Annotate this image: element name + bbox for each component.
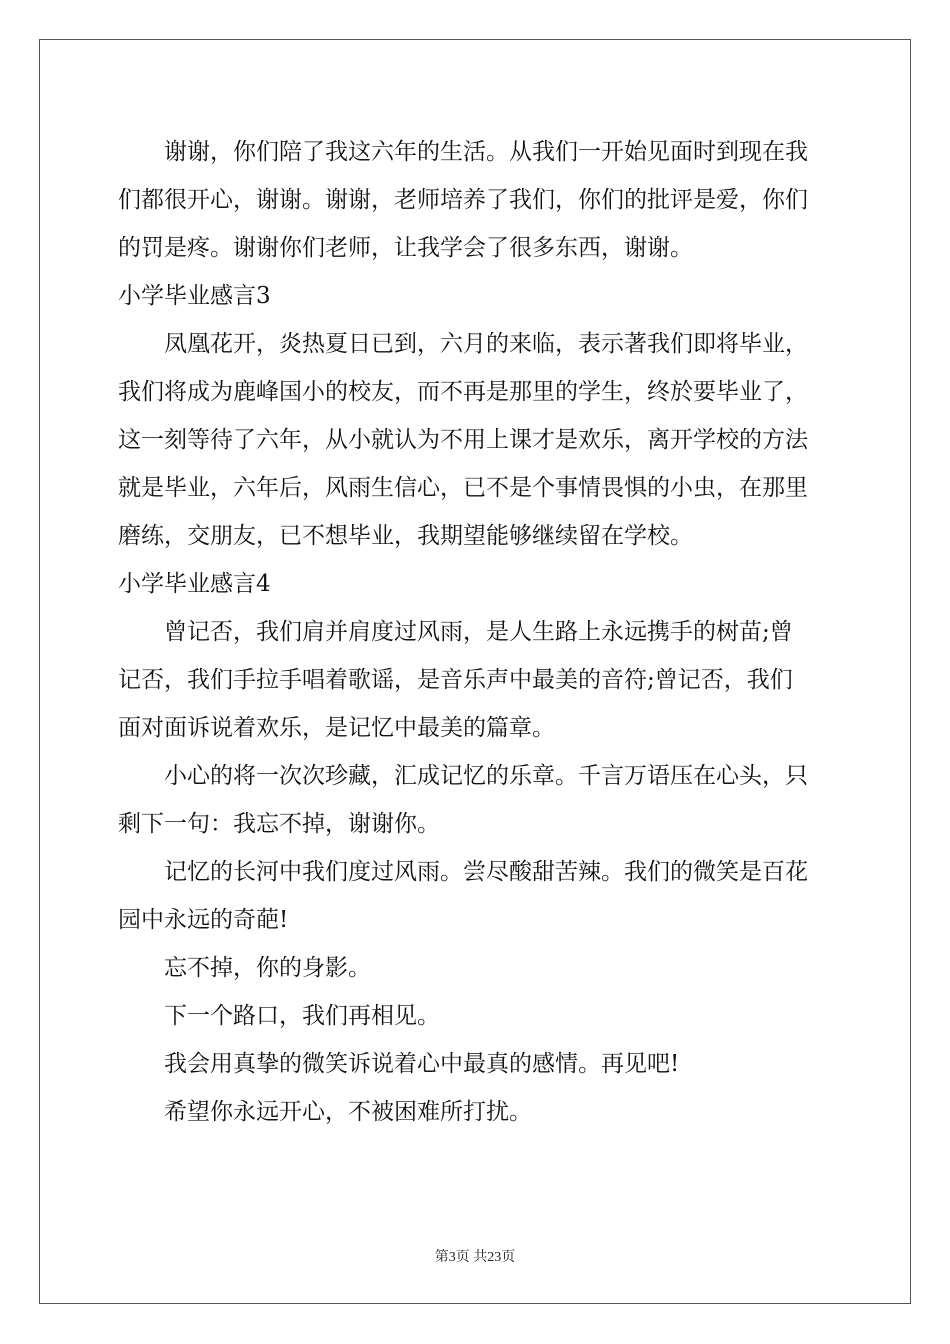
paragraph-line: 这一刻等待了六年，从小就认为不用上课才是欢乐，离开学校的方法 [118,427,808,453]
paragraph-line: 面对面诉说着欢乐，是记忆中最美的篇章。 [118,715,555,741]
paragraph-line: 记否，我们手拉手唱着歌谣，是音乐声中最美的音符;曾记否，我们 [118,667,793,693]
paragraph [118,1088,834,1136]
paragraph-line: 希望你永远开心，不被困难所打扰。 [164,1099,532,1125]
paragraph [118,128,834,272]
section-heading [118,272,834,320]
paragraph-line: 记忆的长河中我们度过风雨。尝尽酸甜苦辣。我们的微笑是百花 [164,859,808,885]
paragraph [118,848,834,944]
paragraph [118,944,834,992]
paragraph [118,608,834,752]
paragraph-line: 剩下一句：我忘不掉，谢谢你。 [118,811,440,837]
paragraph [118,320,834,560]
paragraph [118,752,834,848]
paragraph-line: 们都很开心，谢谢。谢谢，老师培养了我们，你们的批评是爱，你们 [118,187,808,213]
paragraph-line: 忘不掉，你的身影。 [164,955,371,981]
paragraph-line: 磨练，交朋友，已不想毕业，我期望能够继续留在学校。 [118,523,693,549]
paragraph-line: 我会用真挚的微笑诉说着心中最真的感情。再见吧! [164,1051,680,1077]
paragraph [118,992,834,1040]
paragraph-line: 曾记否，我们肩并肩度过风雨，是人生路上永远携手的树苗;曾 [164,619,793,645]
section-heading [118,560,834,608]
paragraph-line: 就是毕业，六年后，风雨生信心，已不是个事情畏惧的小虫，在那里 [118,475,808,501]
paragraph-line: 园中永远的奇葩! [118,907,289,933]
paragraph-line: 凤凰花开，炎热夏日已到，六月的来临，表示著我们即将毕业， [164,331,808,357]
heading-text: 小学毕业感言4 [118,571,271,597]
heading-text: 小学毕业感言3 [118,283,271,309]
paragraph [118,1040,834,1088]
paragraph-line: 我们将成为鹿峰国小的校友，而不再是那里的学生，终於要毕业了， [118,379,808,405]
paragraph-line: 谢谢，你们陪了我这六年的生活。从我们一开始见面时到现在我 [164,139,808,165]
paragraph-line: 的罚是疼。谢谢你们老师，让我学会了很多东西，谢谢。 [118,235,693,261]
paragraph-line: 小心的将一次次珍藏，汇成记忆的乐章。千言万语压在心头，只 [164,763,808,789]
paragraph-line: 下一个路口，我们再相见。 [164,1003,440,1029]
page-footer: 第3页 共23页 [434,1250,516,1265]
document-body [118,128,834,1136]
